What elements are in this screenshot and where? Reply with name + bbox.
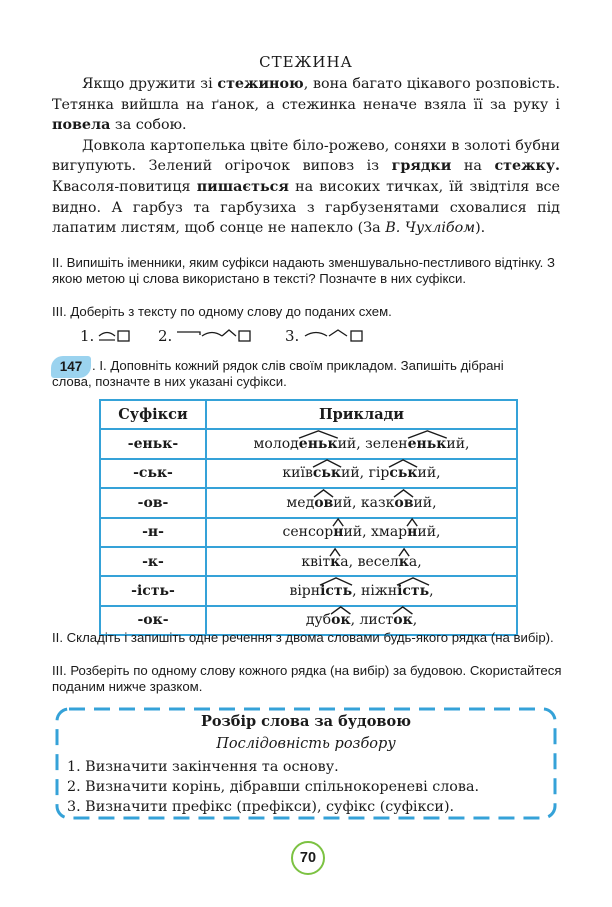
example-word: хмар ний [371, 524, 436, 540]
after-task-2: II. Складіть і запишіть одне речення з двома словами будь-якого рядка (на вибір). [52, 630, 554, 645]
scheme-1-icon [94, 326, 134, 346]
suffix-table [99, 399, 518, 636]
box-title: Розбір слова за будовою [200, 713, 412, 730]
suffix-mark: к [330, 554, 340, 570]
exercise-number-badge: 147 [51, 356, 91, 378]
scheme-3 [285, 326, 369, 346]
scheme-1-number: 1. [80, 327, 95, 345]
story-paragraph-1: Якщо дружити зі стежиною, вона багато цікавого розповість. Тетянка вийшла на ґанок, а стежинка неначе взяла її за руку і повела за собою. [52, 76, 561, 134]
exercise-instruction-line1: . I. Доповніть кожний рядок слів своїм прикладом. Запишіть дібрані [92, 358, 504, 373]
example-word: київ ський [282, 465, 359, 481]
suffix-cell: -н- [100, 518, 206, 547]
suffix-mark: ов [394, 495, 413, 511]
example-word: вірн ість [289, 583, 352, 599]
scheme-2-icon [172, 326, 256, 346]
header-examples: Приклади [206, 400, 517, 429]
examples-cell: молод енький, зелен енький, [206, 429, 517, 458]
example-word: мед овий [286, 495, 352, 511]
suffix-mark: ість [397, 583, 429, 599]
table-row [100, 547, 517, 576]
table-header-row [100, 400, 517, 429]
word-schemes [80, 326, 420, 348]
scheme-3-number: 3. [285, 327, 300, 345]
story-paragraph-2: Довкола картопелька цвіте біло-рожево, соняхи в золоті бубни вигупують. Зелений огірочок виповз із грядки на стежку. Квасоля-повитиця пишається на високих тичках, їй звідтіля все видно. А гарбуз та гарбузиха з гарбузенятами сховалися під лапатим листям, щоб сонце не напекло (За В. Чухлібом). [52, 137, 560, 237]
suffix-cell: -ов- [100, 488, 206, 517]
example-word: ніжн ість [361, 583, 429, 599]
box-steps [67, 757, 557, 817]
example-word: лист ок [359, 612, 412, 628]
scheme-2 [158, 326, 256, 346]
after-task-3: III. Розберіть по одному слову кожного рядка (на вибір) за будовою. Скористайтеся поданим нижче зразком. [52, 663, 562, 695]
example-word: квіт ка [301, 554, 348, 570]
suffix-mark: к [399, 554, 409, 570]
suffix-cell: -к- [100, 547, 206, 576]
box-subtitle: Послідовність розбору [216, 736, 396, 752]
example-word: сенсор ний [283, 524, 363, 540]
exercise-instruction-line2: слова, позначте в них указані суфікси. [52, 374, 287, 389]
suffix-mark: ов [314, 495, 333, 511]
examples-cell: сенсор ний, хмар ний, [206, 518, 517, 547]
suffix-mark: н [407, 524, 417, 540]
suffix-cell: -ськ- [100, 459, 206, 488]
suffix-cell: -еньк- [100, 429, 206, 458]
suffix-mark: ськ [313, 465, 341, 481]
example-word: гір ський [369, 465, 437, 481]
table-row [100, 518, 517, 547]
suffix-mark: ок [331, 612, 350, 628]
examples-cell: квіт ка, весел ка, [206, 547, 517, 576]
examples-cell: мед овий, казк овий, [206, 488, 517, 517]
word-parsing-box [55, 707, 557, 820]
suffix-mark: ськ [389, 465, 417, 481]
story-text [52, 74, 560, 239]
box-step-3: 3. Визначити префікс (префікси), суфікс (суфікси). [67, 799, 455, 815]
box-step-1: 1. Визначити закінчення та основу. [67, 759, 339, 775]
table-row [100, 429, 517, 458]
table-row [100, 576, 517, 605]
task-3: III. Доберіть з тексту по одному слову до поданих схем. [52, 304, 392, 319]
table-row [100, 459, 517, 488]
example-word: зелен енький [365, 436, 465, 452]
suffix-mark: ість [320, 583, 352, 599]
scheme-1 [80, 326, 134, 346]
example-word: дуб ок [306, 612, 351, 628]
header-suffixes: Суфікси [100, 400, 206, 429]
example-word: молод енький [254, 436, 357, 452]
suffix-mark: еньк [408, 436, 447, 452]
examples-cell: вірн ість, ніжн ість, [206, 576, 517, 605]
page-number: 70 [291, 841, 325, 875]
suffix-mark: ок [393, 612, 412, 628]
suffix-cell: -ок- [100, 606, 206, 635]
task-2: II. Випишіть іменники, яким суфікси надають зменшувально-пестливого відтінку. З якою метою ці слова використано в тексті? Позначте в них суфікси. [52, 255, 555, 287]
example-word: весел ка [358, 554, 418, 570]
suffix-mark: н [333, 524, 343, 540]
suffix-cell: -ість- [100, 576, 206, 605]
examples-cell: дуб ок, лист ок, [206, 606, 517, 635]
table-row [100, 488, 517, 517]
scheme-3-icon [299, 326, 369, 346]
scheme-2-number: 2. [158, 327, 173, 345]
page-title: СТЕЖИНА [259, 53, 353, 71]
suffix-mark: еньк [299, 436, 338, 452]
examples-cell: київ ський, гір ський, [206, 459, 517, 488]
example-word: казк овий [361, 495, 432, 511]
box-step-2: 2. Визначити корінь, дібравши спільнокореневі слова. [67, 779, 480, 795]
